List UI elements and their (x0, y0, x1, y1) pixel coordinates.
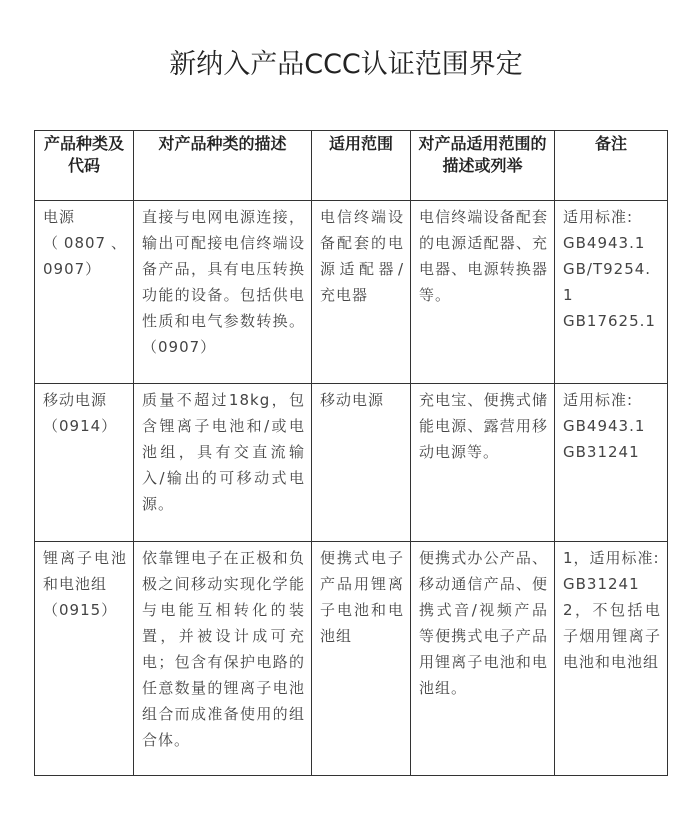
category-code: （0915） (43, 601, 118, 619)
remark-line: GB17625.1 (563, 312, 656, 330)
header-scope-description: 对产品适用范围的描述或列举 (411, 131, 555, 201)
header-applicable-scope: 适用范围 (312, 131, 411, 201)
header-product-category: 产品种类及代码 (35, 131, 134, 201)
scope-cell: 便携式电子产品用锂离子电池和电池组 (312, 542, 411, 776)
scope-cell: 移动电源 (312, 384, 411, 542)
table-row (35, 542, 668, 776)
remark-line: GB31241 (563, 575, 640, 593)
category-cell (35, 542, 134, 776)
table-header-row (35, 131, 668, 201)
description-cell: 质量不超过18kg，包含锂离子电池和/或电池组，具有交直流输入/输出的可移动式电源。 (134, 384, 312, 542)
product-scope-table (34, 130, 668, 776)
remarks-cell (555, 201, 668, 384)
remark-line: 2，不包括电子烟用锂离子电池和电池组 (563, 601, 661, 671)
remarks-cell (555, 542, 668, 776)
scope-examples-cell: 电信终端设备配套的电源适配器、充电器、电源转换器等。 (411, 201, 555, 384)
table-row (35, 201, 668, 384)
remark-line: 适用标准: (563, 208, 634, 226)
remark-line: 适用标准: (563, 391, 634, 409)
scope-examples-cell: 便携式办公产品、移动通信产品、便携式音/视频产品等便携式电子产品用锂离子电池和电池组。 (411, 542, 555, 776)
header-category-description: 对产品种类的描述 (134, 131, 312, 201)
remark-line: 1，适用标准: (563, 549, 660, 567)
category-cell (35, 384, 134, 542)
remark-line: GB4943.1 (563, 234, 646, 252)
description-cell: 直接与电网电源连接，输出可配接电信终端设备产品，具有电压转换功能的设备。包括供电性质和电气参数转换。（0907） (134, 201, 312, 384)
category-name: 电源 (43, 208, 76, 226)
category-name: 锂离子电池和电池组 (43, 549, 127, 593)
category-code: （0807、0907） (43, 234, 127, 278)
description-cell: 依靠锂电子在正极和负极之间移动实现化学能与电能互相转化的装置，并被设计成可充电；包含有保护电路的任意数量的锂离子电池组合而成准备使用的组合体。 (134, 542, 312, 776)
remarks-cell (555, 384, 668, 542)
category-cell (35, 201, 134, 384)
remark-line: GB31241 (563, 443, 640, 461)
category-code: （0914） (43, 417, 118, 435)
table-row (35, 384, 668, 542)
header-remarks: 备注 (555, 131, 668, 201)
scope-examples-cell: 充电宝、便携式储能电源、露营用移动电源等。 (411, 384, 555, 542)
remark-line: GB4943.1 (563, 417, 646, 435)
category-name: 移动电源 (43, 391, 108, 409)
page-title: 新纳入产品CCC认证范围界定 (169, 49, 523, 80)
remark-line: GB/T9254.1 (563, 260, 652, 304)
scope-cell: 电信终端设备配套的电源适配器/充电器 (312, 201, 411, 384)
